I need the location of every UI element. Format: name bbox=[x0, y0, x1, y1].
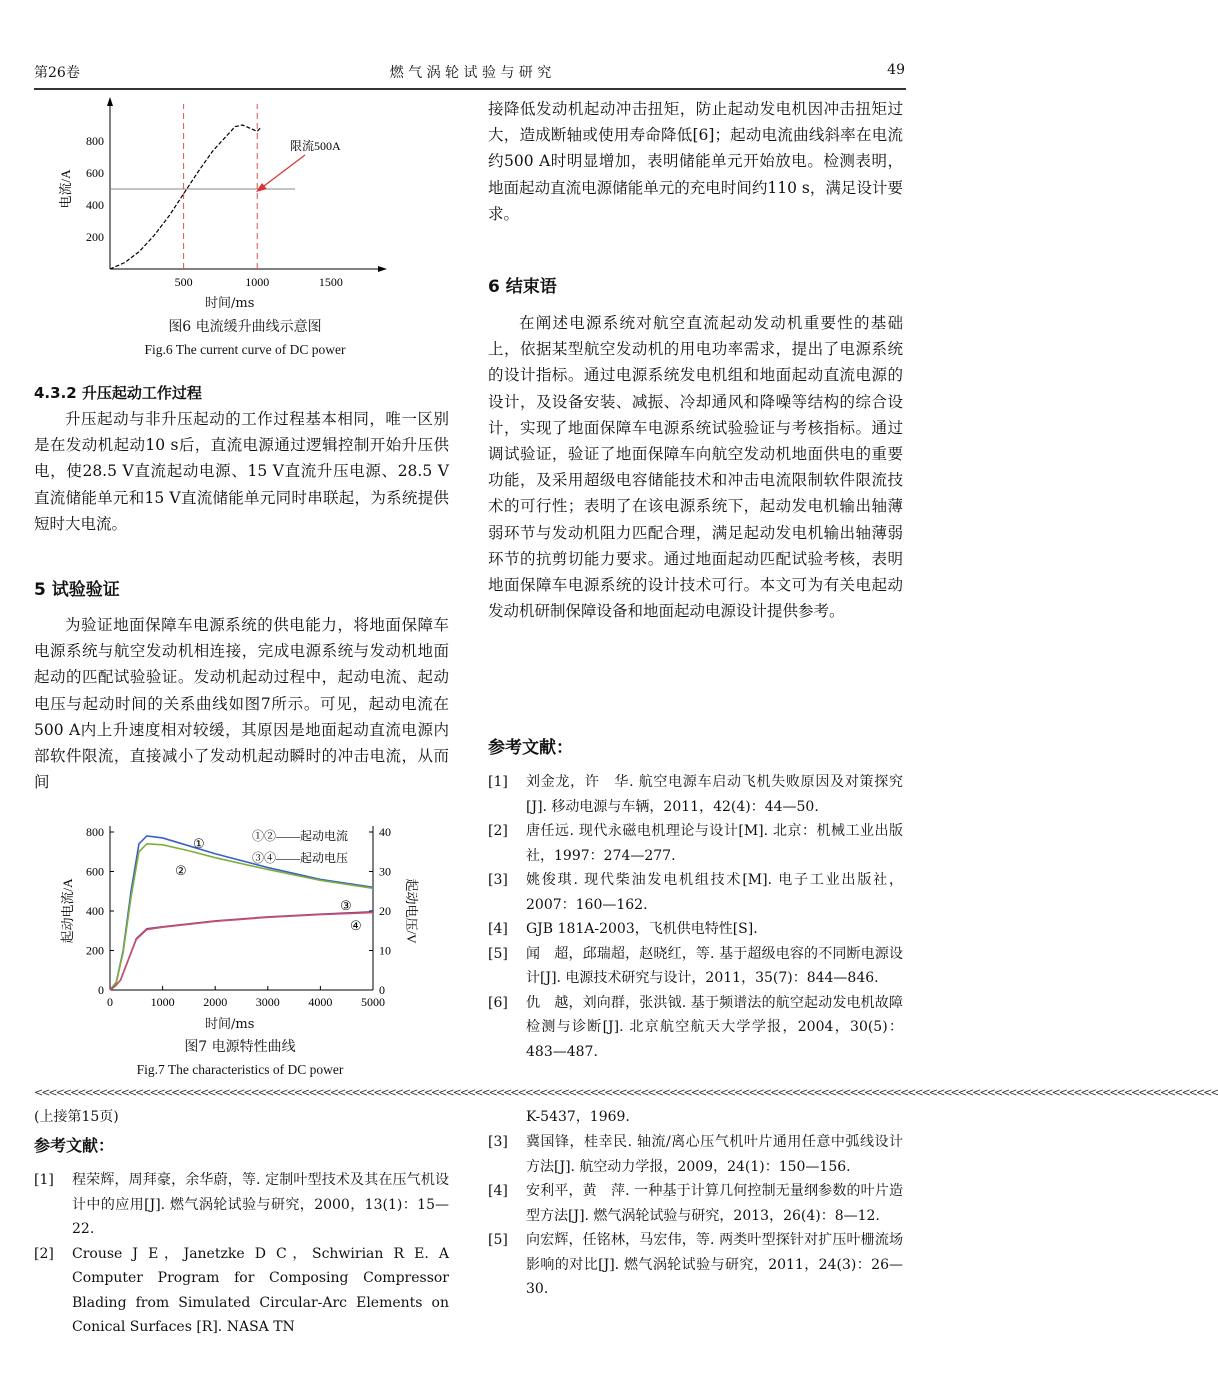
section-4-3-2-title: 4.3.2 升压起动工作过程 bbox=[34, 384, 202, 402]
series-line-4 bbox=[110, 913, 373, 990]
fig7-caption-cn: 图7 电源特性曲线 bbox=[184, 1039, 296, 1055]
reference-item bbox=[488, 819, 903, 868]
y-axis-label-left: 起动电流/A bbox=[60, 878, 75, 944]
legend-current: ①②——起动电流 bbox=[252, 829, 349, 843]
reference-number: [1] bbox=[488, 774, 508, 790]
reference-number: [2] bbox=[34, 1245, 54, 1262]
x-tick-label: 500 bbox=[174, 275, 193, 289]
y-tick-label: 400 bbox=[86, 198, 104, 212]
annotation-arrow-line bbox=[260, 155, 305, 189]
y-tick-label: 600 bbox=[86, 166, 104, 180]
fig6-chart bbox=[40, 92, 450, 312]
reference-number: [5] bbox=[488, 945, 508, 962]
x-tick-label: 2000 bbox=[203, 995, 228, 1009]
right-continued-para: 接降低发动机起动冲击扭矩，防止起动发电机因冲击扭矩过大，造成断轴或使用寿命降低[6]；起动电流曲线斜率在电流约500 A时明显增加，表明储能单元开始放电。检测表明，地面起动直流电源储能单元的充电时间约110 s，满足设计要求。 bbox=[488, 100, 903, 223]
reference-text: 刘金龙，许 华. 航空电源车启动飞机失败原因及对策探究[J]. 移动电源与车辆，2011，42(4)：44—50. bbox=[526, 774, 903, 815]
reference-text: 闻 超，邱瑞超，赵晓红，等. 基于超级电容的不同断电源设计[J]. 电源技术研究与设计，2011，35(7)：844—846. bbox=[526, 945, 903, 986]
reference-text: GJB 181A-2003，飞机供电特性[S]. bbox=[526, 921, 758, 937]
section-5-title: 5 试验验证 bbox=[34, 580, 120, 600]
references-title: 参考文献： bbox=[488, 738, 573, 758]
y-tick-label-left: 800 bbox=[86, 825, 104, 839]
y-axis-label: 电流/A bbox=[58, 169, 73, 209]
reference-item bbox=[488, 942, 903, 991]
y-tick-label-left: 600 bbox=[86, 864, 104, 879]
journal-title: 燃 气 涡 轮 试 验 与 研 究 bbox=[389, 65, 552, 81]
x-tick-label: 0 bbox=[107, 995, 113, 1009]
y-tick-label-left: 400 bbox=[86, 904, 104, 918]
reference-number: [2] bbox=[488, 823, 508, 839]
section-6-para: 在阐述电源系统对航空直流起动发动机重要性的基础上，依据某型航空发动机的用电功率需求，提出了电源系统的设计指标。通过电源系统发电机组和地面起动直流电源的设计，及设备安装、减振、冷却通风和降噪等结构的综合设计，实现了地面保障车电源系统试验验证与考核指标。通过调试验证，验证了地面保障车向航空发动机地面供电的重要功能，及采用超级电容储能技术和冲击电流限制软件限流技术的可行性；表明了在该电源系统下，起动发电机输出轴薄弱环节与发动机阻力匹配合理，满足起动发电机输出轴薄弱环节的抗剪切能力要求。通过地面起动匹配试验考核，表明地面保障车电源系统的设计技术可行。本文可为有关电起动发动机研制保障设备和地面起动电源设计提供参考。 bbox=[488, 314, 903, 621]
reference-number: [3] bbox=[488, 872, 508, 888]
x-tick-label: 1500 bbox=[318, 275, 343, 289]
reference-text: 仇 越，刘向群，张洪钺. 基于频谱法的航空起动发电机故障检测与诊断[J]. 北京航空航天大学学报，2004，30(5)：483—487. bbox=[526, 994, 903, 1060]
section-5-para: 为验证地面保障车电源系统的供电能力，将地面保障车电源系统与航空发动机相连接，完成电源系统与发动机地面起动的匹配试验验证。发动机起动过程中，起动电流、起动电压与起动时间的关系曲线如图7所示。可见，起动电流在500 A内上升速度相对较缓，其原因是地面起动直流电源内部软件限流，直接减小了发动机起动瞬时的冲击电流，从而间 bbox=[34, 616, 449, 792]
reference-number: [4] bbox=[488, 921, 508, 937]
y-tick-label-right: 20 bbox=[379, 904, 391, 918]
references-list bbox=[488, 770, 903, 1064]
y-axis-arrow bbox=[107, 97, 113, 106]
continued-reference-item bbox=[488, 1130, 903, 1179]
y-tick-label-left: 200 bbox=[86, 943, 104, 958]
section-4-3-2-para: 升压起动与非升压起动的工作过程基本相同，唯一区别是在发动机起动10 s后，直流电源通过逻辑控制开始升压供电，使28.5 V直流起动电源、15 V直流升压电源、28.5 V直流储能单元和15 V直流储能单元同时串联起，为系统提供短时大电流。 bbox=[34, 410, 449, 533]
reference-item bbox=[488, 770, 903, 819]
continuation-note: (上接第15页) bbox=[34, 1109, 119, 1125]
x-tick-label: 4000 bbox=[308, 995, 333, 1009]
continued-references-left bbox=[34, 1168, 449, 1340]
reference-item bbox=[488, 868, 903, 917]
fig7-xaxis-label: 时间/ms bbox=[205, 1017, 255, 1032]
x-axis-arrow bbox=[378, 266, 387, 272]
volume-label: 第26卷 bbox=[34, 65, 80, 81]
reference-text: 安利平，黄 萍. 一种基于计算几何控制无量纲参数的叶片造型方法[J]. 燃气涡轮试验与研究，2013，26(4)：8—12. bbox=[526, 1183, 903, 1224]
x-tick-label: 1000 bbox=[245, 275, 270, 289]
y-tick-label-right: 0 bbox=[379, 983, 385, 997]
y-tick-label-right: 30 bbox=[379, 864, 391, 879]
y-tick-label: 200 bbox=[86, 230, 104, 244]
reference-item bbox=[488, 917, 903, 942]
reference-text: 冀国锋，桂幸民. 轴流/离心压气机叶片通用任意中弧线设计方法[J]. 航空动力学报，2009，24(1)：150—156. bbox=[526, 1134, 903, 1175]
reference-number: [3] bbox=[488, 1134, 508, 1150]
fig6-caption-cn: 图6 电流缓升曲线示意图 bbox=[168, 319, 322, 335]
legend-voltage: ③④——起动电压 bbox=[252, 851, 349, 865]
y-axis-label-right: 起动电压/V bbox=[404, 878, 419, 944]
continued-reference-item bbox=[34, 1242, 449, 1340]
x-tick-label: 3000 bbox=[255, 995, 280, 1009]
series-line-2 bbox=[110, 844, 373, 990]
section-6-title: 6 结束语 bbox=[488, 277, 557, 297]
series-line-3 bbox=[110, 912, 373, 990]
fig6-caption-en: Fig.6 The current curve of DC power bbox=[144, 342, 346, 357]
x-tick-label: 5000 bbox=[361, 995, 385, 1009]
continued-references-title: 参考文献： bbox=[34, 1136, 115, 1155]
series-marker-3: ③ bbox=[340, 898, 352, 913]
series-marker-4: ④ bbox=[350, 918, 362, 933]
reference-text: 向宏辉，任铭林，马宏伟，等. 两类叶型探针对扩压叶栅流场影响的对比[J]. 燃气涡轮试验与研究，2011，24(3)：26—30. bbox=[526, 1232, 903, 1297]
reference-number: [1] bbox=[34, 1172, 54, 1188]
continuation-divider: <<<<<<<<<<<<<<<<<<<<<<<<<<<<<<<<<<<<<<<<<<<<<<<<<<<<<<<<<<<<<<<<<<<<<<<<<<<<<<<<<<<<<<<<<<<<<<<<<<<<<<<<<<<<<<<<<<<<<<<<<<<<<<<<<<<<<<<<<<<<<<<<<<<<<<<<<<<<<<<<<<<< bbox=[34, 1086, 1218, 1099]
continued-reference-item bbox=[488, 1228, 903, 1302]
reference-number: [5] bbox=[488, 1232, 508, 1248]
x-tick-label: 1000 bbox=[150, 995, 175, 1009]
fig6-xaxis-label: 时间/ms bbox=[205, 296, 255, 311]
continued-references-right bbox=[488, 1130, 903, 1302]
continued-reference-tail: K-5437，1969. bbox=[526, 1109, 630, 1125]
reference-text: 唐任远. 现代永磁电机理论与设计[M]. 北京：机械工业出版社，1997：274—277. bbox=[526, 823, 903, 864]
reference-text: Crouse J E，Janetzke D C，Schwirian R E. A Computer Program for Composing Compressor Blading from Simulated Circular-Arc Elements on Conical Surfaces [R]. NASA TN bbox=[72, 1245, 449, 1335]
y-tick-label-right: 40 bbox=[379, 825, 391, 839]
fig7-chart bbox=[40, 818, 440, 1033]
reference-number: [6] bbox=[488, 994, 508, 1011]
y-tick-label-left: 0 bbox=[98, 983, 104, 997]
reference-number: [4] bbox=[488, 1183, 508, 1199]
series-marker-1: ① bbox=[193, 836, 205, 851]
fig7-caption-en: Fig.7 The characteristics of DC power bbox=[136, 1062, 344, 1077]
current-curve bbox=[110, 125, 260, 269]
y-tick-label-right: 10 bbox=[379, 943, 391, 958]
continued-reference-item bbox=[34, 1168, 449, 1242]
reference-text: 姚俊琪. 现代柴油发电机组技术[M]. 电子工业出版社，2007：160—162. bbox=[526, 872, 903, 913]
y-tick-label: 800 bbox=[86, 134, 104, 148]
reference-item bbox=[488, 991, 903, 1065]
limit-annotation: 限流500A bbox=[290, 139, 341, 153]
continued-reference-item bbox=[488, 1179, 903, 1228]
header-rule bbox=[34, 88, 906, 90]
page-number: 49 bbox=[887, 62, 905, 78]
reference-text: 程荣辉，周拜豪，余华蔚，等. 定制叶型技术及其在压气机设计中的应用[J]. 燃气涡轮试验与研究，2000，13(1)：15—22. bbox=[72, 1172, 449, 1237]
series-marker-2: ② bbox=[175, 863, 187, 878]
